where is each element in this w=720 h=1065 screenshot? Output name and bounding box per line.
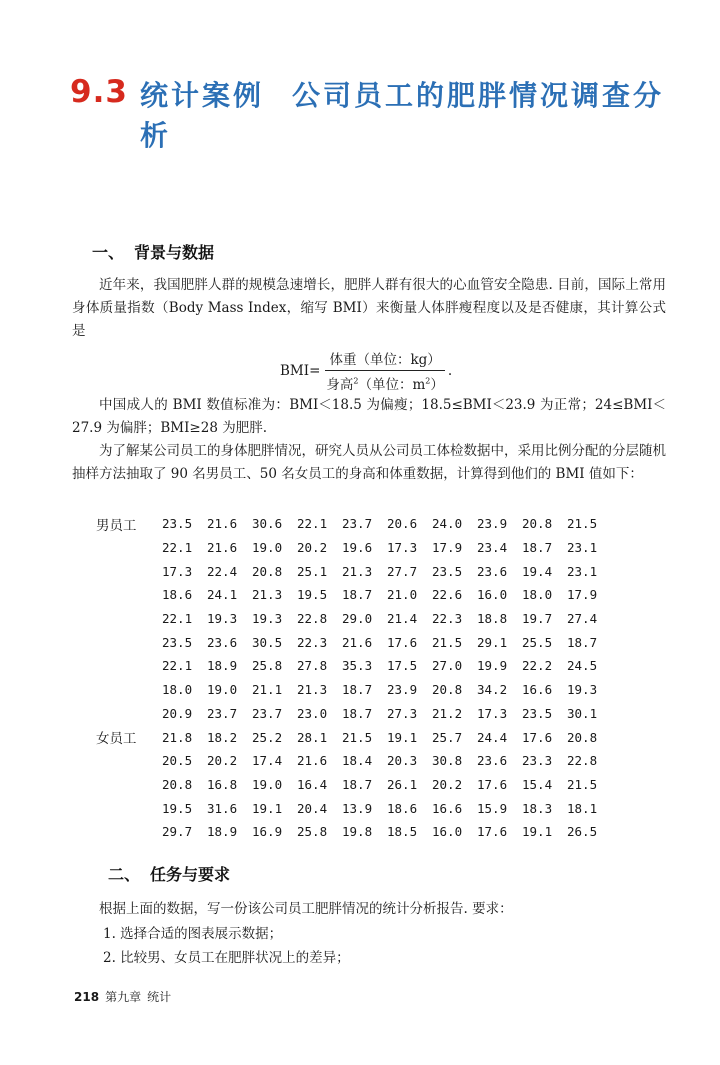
group-label-spacer	[96, 559, 162, 583]
footer-chapter-title: 统计	[147, 990, 172, 1004]
bmi-value-cell: 28.1	[297, 729, 328, 745]
bmi-value-cell: 16.9	[252, 824, 283, 840]
bmi-value-cell: 35.3	[342, 658, 373, 674]
table-row	[96, 725, 612, 749]
bmi-value-cell: 15.4	[522, 776, 553, 792]
bmi-value-cell: 16.6	[432, 800, 463, 816]
table-row	[96, 512, 612, 536]
bmi-value-cell: 16.8	[207, 776, 238, 792]
bmi-value-cell: 25.2	[252, 729, 283, 745]
bmi-value-cell: 22.1	[297, 516, 328, 532]
bmi-value-cell: 34.2	[477, 682, 508, 698]
formula-end: .	[447, 362, 453, 379]
group-label-spacer	[96, 796, 162, 820]
bmi-value-cell: 29.1	[477, 634, 508, 650]
bmi-value-cell: 22.2	[522, 658, 553, 674]
table-row	[96, 749, 612, 773]
male-group-label: 男员工	[96, 517, 137, 534]
bmi-value-cell: 21.6	[207, 516, 238, 532]
group-label-spacer	[96, 607, 162, 631]
bmi-value-cell: 21.6	[342, 634, 373, 650]
table-row	[96, 678, 612, 702]
bmi-value-cell: 23.6	[477, 753, 508, 769]
formula-numerator: 体重（单位：kg）	[325, 348, 444, 371]
bmi-value-cell: 27.7	[387, 563, 418, 579]
bmi-value-cell: 23.5	[162, 634, 193, 650]
table-row	[96, 796, 612, 820]
bmi-value-cell: 19.1	[387, 729, 418, 745]
bmi-value-cell: 18.9	[207, 824, 238, 840]
bmi-value-cell: 26.1	[387, 776, 418, 792]
bmi-value-cell: 19.0	[252, 540, 283, 556]
part2-number: 二、	[108, 865, 141, 884]
bmi-value-cell: 23.5	[162, 516, 193, 532]
bmi-value-cell: 19.7	[522, 611, 553, 627]
part2-title: 任务与要求	[150, 865, 231, 884]
bmi-value-cell: 24.4	[477, 729, 508, 745]
bmi-value-cell: 22.1	[162, 540, 193, 556]
bmi-value-cell: 18.7	[342, 587, 373, 603]
bmi-value-cell: 22.1	[162, 658, 193, 674]
bmi-value-cell: 23.1	[567, 563, 598, 579]
bmi-value-cell: 18.0	[522, 587, 553, 603]
bmi-value-cell: 21.8	[162, 729, 193, 745]
bmi-value-cell: 13.9	[342, 800, 373, 816]
bmi-data-table	[96, 512, 612, 844]
bmi-value-cell: 17.6	[477, 824, 508, 840]
bmi-value-cell: 18.6	[162, 587, 193, 603]
bmi-value-cell: 27.0	[432, 658, 463, 674]
bmi-value-cell: 18.7	[342, 776, 373, 792]
bmi-value-cell: 23.6	[207, 634, 238, 650]
bmi-value-cell: 22.8	[297, 611, 328, 627]
bmi-value-cell: 23.9	[477, 516, 508, 532]
paragraph-sampling: 为了解某公司员工的身体肥胖情况，研究人员从公司员工体检数据中，采用比例分配的分层随机抽样方法抽取了 90 名男员工、50 名女员工的身高和体重数据，计算得到他们的 BMI 值如下：	[72, 443, 666, 482]
bmi-value-cell: 20.8	[522, 516, 553, 532]
bmi-value-cell: 19.0	[207, 682, 238, 698]
bmi-value-cell: 21.5	[342, 729, 373, 745]
bmi-value-cell: 20.8	[162, 776, 193, 792]
bmi-value-cell: 20.8	[252, 563, 283, 579]
section-title-part2: 公司员工的肥胖情况调查分析	[140, 79, 665, 152]
bmi-value-cell: 21.4	[387, 611, 418, 627]
bmi-value-cell: 20.8	[567, 729, 598, 745]
bmi-value-cell: 21.3	[297, 682, 328, 698]
bmi-value-cell: 21.6	[297, 753, 328, 769]
bmi-value-cell: 19.9	[477, 658, 508, 674]
bmi-value-cell: 30.8	[432, 753, 463, 769]
section-title-part1: 统计案例	[140, 79, 265, 112]
bmi-value-cell: 29.7	[162, 824, 193, 840]
bmi-value-cell: 24.5	[567, 658, 598, 674]
bmi-value-cell: 23.0	[297, 705, 328, 721]
bmi-value-cell: 23.5	[522, 705, 553, 721]
bmi-value-cell: 21.0	[387, 587, 418, 603]
bmi-value-cell: 19.1	[252, 800, 283, 816]
bmi-value-cell: 23.4	[477, 540, 508, 556]
bmi-value-cell: 18.3	[522, 800, 553, 816]
page-footer	[74, 988, 171, 1005]
bmi-value-cell: 19.4	[522, 563, 553, 579]
group-label-spacer	[96, 630, 162, 654]
bmi-value-cell: 21.3	[252, 587, 283, 603]
bmi-value-cell: 18.5	[387, 824, 418, 840]
table-row	[96, 536, 612, 560]
bmi-value-cell: 20.6	[387, 516, 418, 532]
bmi-value-cell: 23.7	[342, 516, 373, 532]
table-row	[96, 773, 612, 797]
bmi-value-cell: 24.1	[207, 587, 238, 603]
bmi-value-cell: 18.7	[342, 705, 373, 721]
bmi-value-cell: 18.7	[342, 682, 373, 698]
bmi-value-cell: 23.6	[477, 563, 508, 579]
table-row	[96, 654, 612, 678]
group-label-spacer	[96, 536, 162, 560]
bmi-value-cell: 21.6	[207, 540, 238, 556]
bmi-value-cell: 19.5	[162, 800, 193, 816]
bmi-value-cell: 19.8	[342, 824, 373, 840]
bmi-value-cell: 21.5	[432, 634, 463, 650]
group-label-spacer	[96, 583, 162, 607]
formula-lhs: BMI=	[280, 362, 321, 379]
bmi-value-cell: 30.1	[567, 705, 598, 721]
bmi-value-cell: 18.7	[522, 540, 553, 556]
bmi-value-cell: 20.3	[387, 753, 418, 769]
bmi-value-cell: 31.6	[207, 800, 238, 816]
table-row	[96, 583, 612, 607]
bmi-value-cell: 23.1	[567, 540, 598, 556]
bmi-value-cell: 23.5	[432, 563, 463, 579]
bmi-value-cell: 21.5	[567, 776, 598, 792]
bmi-value-cell: 18.1	[567, 800, 598, 816]
bmi-value-cell: 17.6	[522, 729, 553, 745]
formula-denominator: 身高$^2$（单位：$m^2$）	[326, 376, 444, 393]
bmi-value-cell: 22.6	[432, 587, 463, 603]
task-item-1: 1. 选择合适的图表展示数据；	[103, 926, 283, 942]
bmi-value-cell: 22.4	[207, 563, 238, 579]
bmi-value-cell: 15.9	[477, 800, 508, 816]
group-label-spacer	[96, 820, 162, 844]
bmi-value-cell: 20.5	[162, 753, 193, 769]
bmi-value-cell: 18.9	[207, 658, 238, 674]
bmi-value-cell: 27.3	[387, 705, 418, 721]
bmi-value-cell: 19.3	[252, 611, 283, 627]
bmi-value-cell: 25.1	[297, 563, 328, 579]
section-title	[140, 76, 680, 156]
bmi-value-cell: 22.3	[432, 611, 463, 627]
paragraph-background: 近年来，我国肥胖人群的规模急速增长，肥胖人群有很大的心血管安全隐患. 目前，国际上常用身体质量指数（Body Mass Index，缩写 BMI）来衡量人体胖瘦程度以及是否健康，其计算公式是	[72, 277, 666, 339]
bmi-value-cell: 27.8	[297, 658, 328, 674]
bmi-value-cell: 20.9	[162, 705, 193, 721]
bmi-value-cell: 26.5	[567, 824, 598, 840]
bmi-value-cell: 22.3	[297, 634, 328, 650]
table-row	[96, 559, 612, 583]
bmi-value-cell: 23.9	[387, 682, 418, 698]
bmi-value-cell: 21.5	[567, 516, 598, 532]
bmi-value-cell: 21.1	[252, 682, 283, 698]
task-intro: 根据上面的数据，写一份该公司员工肥胖情况的统计分析报告. 要求：	[99, 901, 513, 917]
table-row	[96, 630, 612, 654]
bmi-value-cell: 17.6	[477, 776, 508, 792]
group-label-spacer	[96, 678, 162, 702]
part1-heading	[92, 240, 214, 263]
part1-number: 一、	[92, 243, 125, 262]
part2-heading	[108, 862, 230, 885]
bmi-value-cell: 19.3	[207, 611, 238, 627]
paragraph-bmi-standard: 中国成人的 BMI 数值标准为：BMI＜18.5 为偏瘦；18.5≤BMI＜23.9 为正常；24≤BMI＜27.9 为偏胖；BMI≥28 为肥胖.	[72, 397, 666, 436]
bmi-value-cell: 22.8	[567, 753, 598, 769]
part1-title: 背景与数据	[134, 243, 215, 262]
bmi-value-cell: 25.5	[522, 634, 553, 650]
bmi-value-cell: 17.9	[567, 587, 598, 603]
bmi-value-cell: 20.4	[297, 800, 328, 816]
bmi-value-cell: 30.6	[252, 516, 283, 532]
bmi-value-cell: 19.5	[297, 587, 328, 603]
bmi-value-cell: 17.5	[387, 658, 418, 674]
bmi-value-cell: 22.1	[162, 611, 193, 627]
table-row	[96, 607, 612, 631]
bmi-value-cell: 18.6	[387, 800, 418, 816]
bmi-value-cell: 20.2	[207, 753, 238, 769]
group-label-spacer	[96, 702, 162, 726]
bmi-value-cell: 17.4	[252, 753, 283, 769]
bmi-value-cell: 21.3	[342, 563, 373, 579]
bmi-value-cell: 17.3	[477, 705, 508, 721]
bmi-value-cell: 30.5	[252, 634, 283, 650]
bmi-value-cell: 29.0	[342, 611, 373, 627]
table-row	[96, 820, 612, 844]
bmi-value-cell: 19.0	[252, 776, 283, 792]
bmi-value-cell: 16.6	[522, 682, 553, 698]
task-item-2: 2. 比较男、女员工在肥胖状况上的差异；	[103, 950, 350, 966]
bmi-value-cell: 18.2	[207, 729, 238, 745]
table-row	[96, 702, 612, 726]
bmi-value-cell: 17.6	[387, 634, 418, 650]
bmi-value-cell: 16.0	[432, 824, 463, 840]
bmi-value-cell: 17.9	[432, 540, 463, 556]
bmi-value-cell: 18.8	[477, 611, 508, 627]
bmi-value-cell: 25.7	[432, 729, 463, 745]
bmi-value-cell: 20.8	[432, 682, 463, 698]
section-number: 9.3	[70, 74, 128, 110]
bmi-formula	[280, 348, 452, 393]
bmi-value-cell: 27.4	[567, 611, 598, 627]
bmi-value-cell: 16.4	[297, 776, 328, 792]
bmi-value-cell: 18.4	[342, 753, 373, 769]
bmi-value-cell: 20.2	[432, 776, 463, 792]
bmi-value-cell: 23.7	[207, 705, 238, 721]
bmi-value-cell: 17.3	[387, 540, 418, 556]
bmi-value-cell: 19.6	[342, 540, 373, 556]
bmi-value-cell: 23.3	[522, 753, 553, 769]
footer-chapter: 第九章	[105, 990, 142, 1004]
group-label-spacer	[96, 773, 162, 797]
bmi-value-cell: 19.3	[567, 682, 598, 698]
group-label-spacer	[96, 654, 162, 678]
bmi-value-cell: 24.0	[432, 516, 463, 532]
bmi-value-cell: 18.7	[567, 634, 598, 650]
bmi-value-cell: 23.7	[252, 705, 283, 721]
bmi-value-cell: 21.2	[432, 705, 463, 721]
bmi-value-cell: 16.0	[477, 587, 508, 603]
page-number: 218	[74, 990, 100, 1004]
bmi-value-cell: 20.2	[297, 540, 328, 556]
group-label-spacer	[96, 749, 162, 773]
bmi-value-cell: 25.8	[297, 824, 328, 840]
formula-fraction	[322, 348, 448, 393]
bmi-value-cell: 17.3	[162, 563, 193, 579]
bmi-value-cell: 18.0	[162, 682, 193, 698]
bmi-value-cell: 25.8	[252, 658, 283, 674]
bmi-value-cell: 19.1	[522, 824, 553, 840]
female-group-label: 女员工	[96, 731, 137, 748]
